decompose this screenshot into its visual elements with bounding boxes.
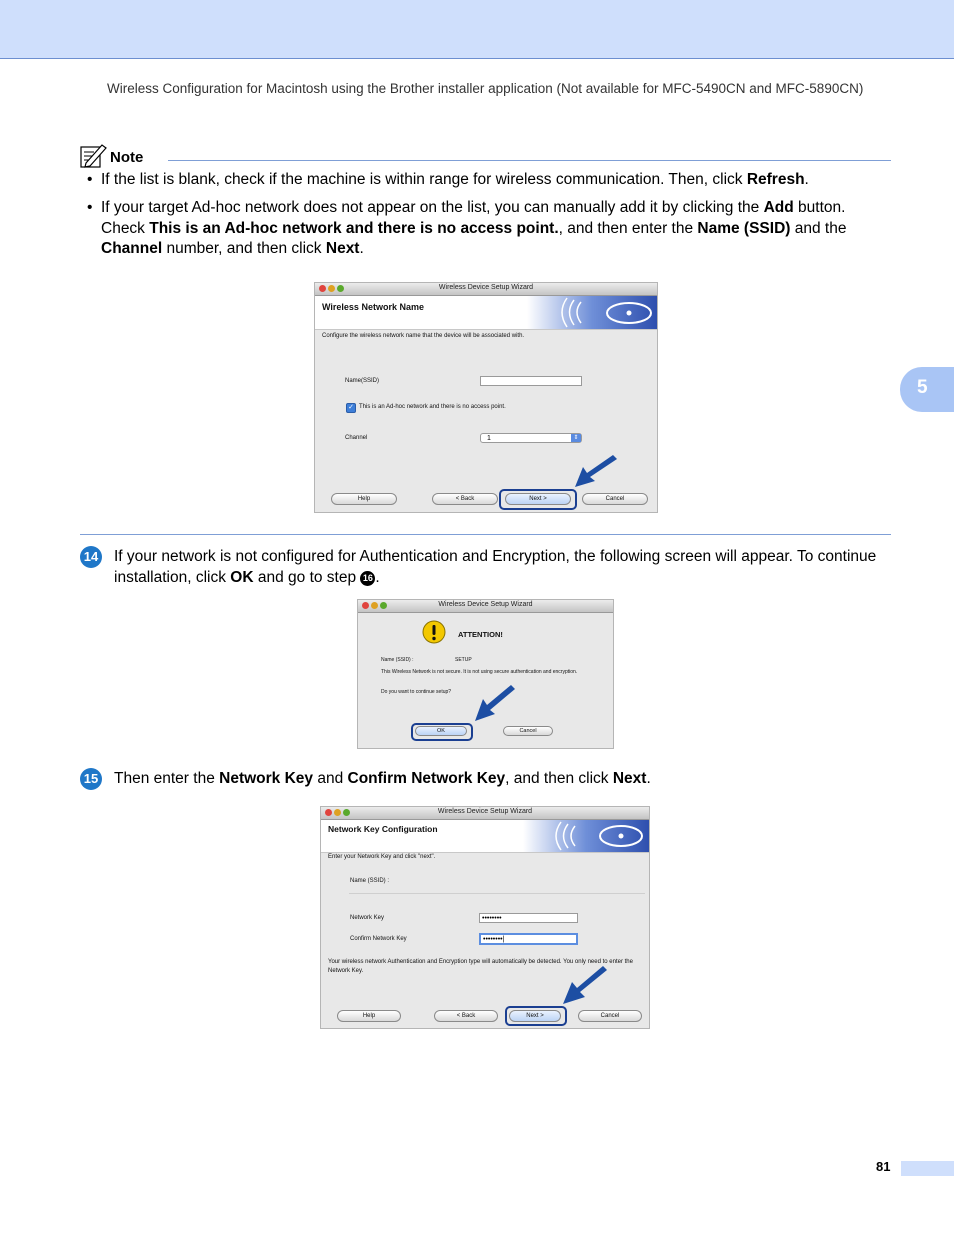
window-title: Wireless Device Setup Wizard xyxy=(438,284,534,291)
step-15-text: Then enter the Network Key and Confirm Network Key, and then click Next. xyxy=(114,770,651,787)
wireless-logo-icon xyxy=(523,820,649,852)
next-button[interactable]: Next > xyxy=(509,1010,561,1022)
chapter-tab xyxy=(900,367,954,412)
adhoc-checkbox-label: This is an Ad-hoc network and there is no access point. xyxy=(359,404,506,410)
section-rule xyxy=(80,534,891,535)
stepper-arrows-icon: ⇕ xyxy=(571,434,581,442)
pointer-arrow-icon xyxy=(561,966,609,1006)
detection-info-text: Your wireless network Authentication and Encryption type will automatically be detected. You only need to enter the Network Key. xyxy=(328,959,633,974)
channel-select[interactable] xyxy=(480,433,582,443)
window-title: Wireless Device Setup Wizard xyxy=(437,808,533,815)
help-button[interactable]: Help xyxy=(331,493,397,505)
note-bullet-2: If your target Ad-hoc network does not appear on the list, you can manually add it by clicking the Add button. Check This is an Ad-hoc network and there is no access point., and then enter the Name (SSID) and the Channel number, and then click Next. xyxy=(101,199,847,257)
step-14-text: If your network is not configured for Authentication and Encryption, the following screen will appear. To continue installation, click OK and go to step 16 . xyxy=(114,548,877,586)
wizard-banner xyxy=(321,820,649,853)
divider xyxy=(349,893,645,894)
wizard-banner xyxy=(315,296,657,330)
note-pencil-icon xyxy=(80,143,108,169)
window-title: Wireless Device Setup Wizard xyxy=(438,601,533,608)
name-ssid-label: Name(SSID) xyxy=(345,378,380,384)
network-key-input[interactable]: •••••••• xyxy=(479,913,578,923)
banner-title: Network Key Configuration xyxy=(328,824,438,834)
help-button[interactable]: Help xyxy=(337,1010,401,1022)
continue-question: Do you want to continue setup? xyxy=(381,689,452,695)
ok-button[interactable]: OK xyxy=(415,726,467,736)
note-rule xyxy=(168,160,891,161)
name-ssid-input[interactable] xyxy=(480,376,582,386)
name-ssid-label: Name (SSID) : xyxy=(350,878,390,884)
name-ssid-value: SETUP xyxy=(455,657,472,663)
confirm-network-key-label: Confirm Network Key xyxy=(350,936,407,942)
running-header: Wireless Configuration for Macintosh using the Brother installer application (Not available for MFC-5490CN and MFC-5890CN) xyxy=(107,81,864,96)
next-button[interactable]: Next > xyxy=(505,493,571,505)
screenshot-wireless-network-name xyxy=(314,282,658,513)
cancel-button[interactable]: Cancel xyxy=(503,726,553,736)
back-button[interactable]: < Back xyxy=(434,1010,498,1022)
instruction-text: Configure the wireless network name that the device will be associated with. xyxy=(322,333,525,339)
cancel-button[interactable]: Cancel xyxy=(578,1010,642,1022)
window-titlebar xyxy=(358,600,613,613)
step-ref-16: 16 xyxy=(360,571,375,586)
step-number-15: 15 xyxy=(80,768,102,790)
chapter-number: 5 xyxy=(917,377,928,398)
instruction-text: Enter your Network Key and click "next". xyxy=(328,854,436,860)
wireless-logo-icon xyxy=(527,296,657,329)
confirm-network-key-input[interactable]: ••••••••| xyxy=(479,933,578,945)
page-number-bar xyxy=(901,1161,954,1176)
header-band xyxy=(0,0,954,59)
network-key-label: Network Key xyxy=(350,915,385,921)
channel-value: 1 xyxy=(487,435,491,442)
channel-label: Channel xyxy=(345,435,368,441)
screenshot-network-key-configuration xyxy=(320,806,650,1029)
bullet-marker: • xyxy=(87,171,93,188)
screenshot-attention-dialog xyxy=(357,599,614,749)
attention-heading: ATTENTION! xyxy=(458,630,503,639)
note-title: Note xyxy=(110,149,144,166)
name-ssid-label: Name (SSID) : xyxy=(381,657,414,663)
pointer-arrow-icon xyxy=(473,685,517,723)
pointer-arrow-icon xyxy=(573,455,619,489)
window-titlebar xyxy=(321,807,649,820)
step-number-14: 14 xyxy=(80,546,102,568)
back-button[interactable]: < Back xyxy=(432,493,498,505)
window-titlebar xyxy=(315,283,657,296)
adhoc-checkbox[interactable]: ✓ xyxy=(346,403,356,413)
page-number: 81 xyxy=(876,1159,891,1174)
banner-title: Wireless Network Name xyxy=(322,302,424,312)
insecure-message: This Wireless Network is not secure. It is not using secure authentication and encryption. xyxy=(381,669,578,675)
warning-icon xyxy=(422,620,446,644)
bullet-marker: • xyxy=(87,199,93,216)
cancel-button[interactable]: Cancel xyxy=(582,493,648,505)
note-bullet-1: If the list is blank, check if the machine is within range for wireless communication. Then, click Refresh. xyxy=(101,171,809,188)
